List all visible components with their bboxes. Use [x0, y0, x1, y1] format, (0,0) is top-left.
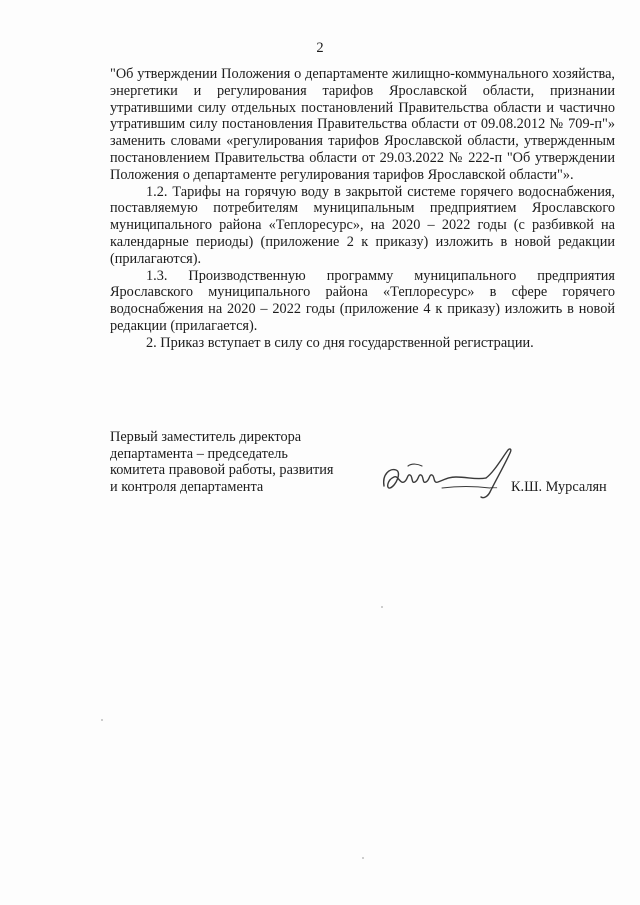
signatory-title-line: комитета правовой работы, развития	[110, 462, 334, 479]
document-body	[110, 66, 615, 352]
handwritten-signature	[378, 444, 523, 504]
signature-dash: –	[490, 480, 497, 495]
signatory-title	[110, 429, 410, 495]
paragraph-item-1-2: 1.2. Тарифы на горячую воду в закрытой системе горячего водоснабжения, поставляемую потребителям муниципальным предприятием Ярославского муниципального района «Теплоресурс», на 2020 – 2022 годы (с разбивкой на календарные периоды) (приложение 2 к приказу) изложить в новой редакции (прилагаются).	[110, 183, 615, 267]
signer-name: К.Ш. Мурсалян	[511, 479, 607, 495]
signatory-title-line: Первый заместитель директора	[110, 429, 302, 445]
scan-speck	[101, 719, 103, 721]
page-number: 2	[316, 40, 324, 56]
paragraph-continuation: "Об утверждении Положения о департаменте жилищно-коммунального хозяйства, энергетики и регулирования тарифов Ярославской области, признании утратившими силу отдельных постановлений Правительства области и частично утратившим силу постановления Правительства области от 09.08.2012 № 709-п"» заменить словами «регулирования тарифов Ярославской области, утвержденным постановлением Правительства области от 29.03.2022 № 222-п "Об утверждении Положения о департаменте регулирования тарифов Ярославской области"».	[110, 66, 615, 183]
paragraph-item-2: 2. Приказ вступает в силу со дня государственной регистрации.	[146, 334, 534, 351]
scan-speck	[381, 606, 383, 608]
paragraph-item-1-3: 1.3. Производственную программу муниципального предприятия Ярославского муниципального района «Теплоресурс» в сфере горячего водоснабжения на 2020 – 2022 годы (приложение 4 к приказу) изложить в новой редакции (прилагается).	[110, 267, 615, 334]
scan-speck	[362, 857, 364, 859]
signatory-title-line: и контроля департамента	[110, 478, 264, 495]
signatory-title-line: департамента – председатель	[110, 445, 288, 462]
